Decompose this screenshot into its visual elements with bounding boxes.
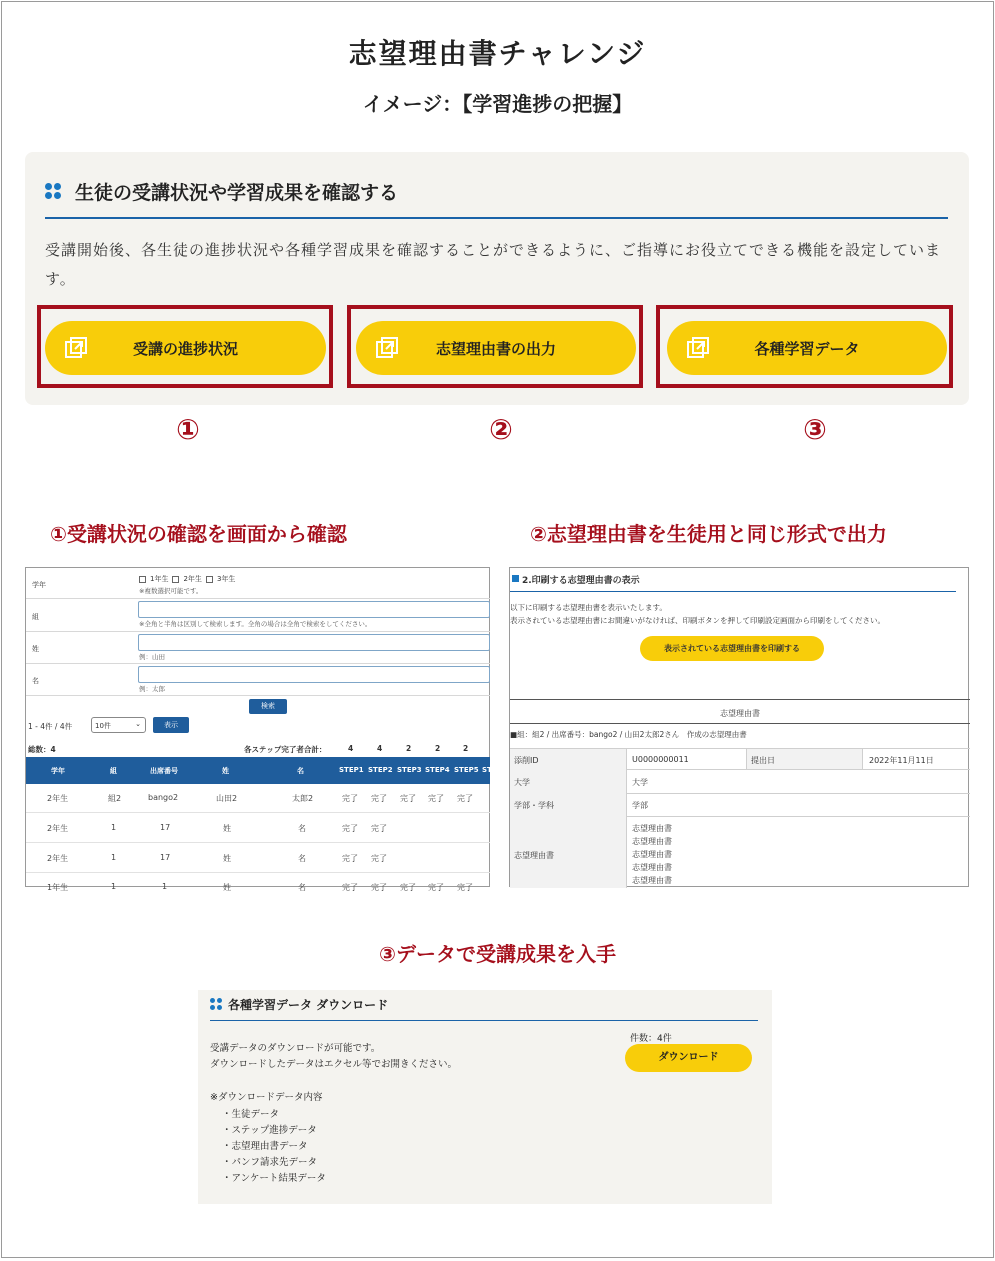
marker-3: ③ bbox=[803, 413, 827, 446]
page-title: 志望理由書チャレンジ bbox=[348, 37, 647, 70]
column-header-surname: 姓 bbox=[222, 767, 229, 775]
section-3-title: ③データで受講成果を入手 bbox=[379, 942, 616, 966]
column-header-step4: STEP4 bbox=[425, 766, 450, 774]
display-button[interactable]: 表示 bbox=[153, 717, 189, 733]
cell: 1 bbox=[111, 823, 117, 832]
doc-meta: ■組：組2 / 出席番号：bango2 / 山田2太郎2さん 作成の志望理由書 bbox=[510, 730, 747, 739]
reason-line: 志望理由書 bbox=[632, 863, 672, 872]
cell: 太郎2 bbox=[292, 794, 314, 803]
row-divider bbox=[26, 812, 490, 813]
print-button[interactable]: 表示されている志望理由書を印刷する bbox=[640, 636, 824, 661]
reason-line: 志望理由書 bbox=[632, 837, 672, 846]
panel-divider bbox=[45, 217, 948, 219]
row-divider bbox=[26, 842, 490, 843]
cell: 山田2 bbox=[216, 794, 238, 803]
marker-2: ② bbox=[489, 413, 513, 446]
cell: 2年生 bbox=[47, 854, 69, 863]
marker-1: ① bbox=[176, 413, 200, 446]
cell: 完了 bbox=[342, 854, 358, 863]
section-2-title: ②志望理由書を生徒用と同じ形式で出力 bbox=[530, 522, 887, 546]
step-total-label: 各ステップ完了者合計： bbox=[244, 745, 327, 754]
contents-item: ・パンフ請求先データ bbox=[222, 1157, 318, 1168]
surname-input[interactable] bbox=[138, 634, 490, 651]
row-divider bbox=[26, 631, 490, 632]
total-count: 総数：4 bbox=[28, 745, 56, 754]
print-desc-2: 表示されている志望理由書にお間違いがなければ、印刷ボタンを押して印刷設定画面から印刷をしてください。 bbox=[510, 616, 885, 625]
heading-divider bbox=[510, 591, 956, 592]
id-label: 添削ID bbox=[514, 756, 539, 765]
dept-label: 学部・学科 bbox=[514, 801, 554, 810]
dots-icon bbox=[45, 183, 61, 199]
progress-status-button[interactable] bbox=[45, 321, 326, 375]
column-header-step5: STEP5 bbox=[454, 766, 479, 774]
column-header-name: 名 bbox=[297, 767, 304, 775]
column-header-step3: STEP3 bbox=[397, 766, 422, 774]
step-total-2: 4 bbox=[377, 744, 383, 753]
cell: 完了 bbox=[371, 824, 387, 833]
square-icon bbox=[512, 575, 519, 582]
external-link-icon bbox=[687, 337, 709, 359]
cell: 完了 bbox=[371, 883, 387, 892]
cell: 完了 bbox=[371, 794, 387, 803]
column-header-class: 組 bbox=[110, 767, 117, 775]
name-input[interactable] bbox=[138, 666, 490, 683]
grade-3-label: 3年生 bbox=[216, 575, 236, 583]
panel-description: 受講開始後、各生徒の進捗状況や各種学習成果を確認することができるように、ご指導にお役立てできる機能を設定しています。 bbox=[45, 241, 942, 288]
download-desc-1: 受講データのダウンロードが可能です。 bbox=[210, 1043, 381, 1054]
cell: bango2 bbox=[148, 793, 179, 802]
cell: 17 bbox=[160, 823, 171, 832]
cell: 姓 bbox=[223, 883, 231, 892]
name-label: 名 bbox=[32, 677, 39, 685]
download-divider bbox=[210, 1020, 758, 1021]
page-subtitle: イメージ：【学習進捗の把握】 bbox=[362, 92, 633, 116]
per-page-value: 10件 bbox=[95, 722, 111, 730]
grade-2-checkbox[interactable] bbox=[172, 576, 179, 583]
step-total-3: 2 bbox=[406, 744, 412, 753]
contents-item: ・志望理由書データ bbox=[222, 1141, 308, 1152]
contents-title: ※ダウンロードデータ内容 bbox=[210, 1092, 323, 1103]
column-header-number: 出席番号 bbox=[150, 767, 178, 775]
cell: 組2 bbox=[108, 794, 122, 803]
cell: 完了 bbox=[428, 794, 444, 803]
per-page-select[interactable] bbox=[91, 717, 146, 733]
univ-value: 大学 bbox=[632, 778, 648, 787]
doc-rule bbox=[510, 699, 970, 700]
row-divider bbox=[26, 872, 490, 873]
univ-label: 大学 bbox=[514, 778, 530, 787]
print-heading: 2.印刷する志望理由書の表示 bbox=[522, 576, 640, 586]
download-desc-2: ダウンロードしたデータはエクセル等でお開きください。 bbox=[210, 1059, 458, 1070]
contents-item: ・アンケート結果データ bbox=[222, 1173, 326, 1184]
range-text: 1 - 4件 / 4件 bbox=[28, 722, 73, 731]
column-header-step6: ST bbox=[482, 766, 492, 774]
dots-icon bbox=[210, 998, 222, 1010]
doc-title: 志望理由書 bbox=[720, 709, 760, 718]
print-desc-1: 以下に印刷する志望理由書を表示いたします。 bbox=[510, 603, 667, 612]
external-link-icon bbox=[65, 337, 87, 359]
class-label: 組 bbox=[32, 613, 39, 621]
id-value: U0000000011 bbox=[632, 755, 689, 764]
search-button[interactable]: 検索 bbox=[249, 699, 287, 714]
step-total-5: 2 bbox=[463, 744, 469, 753]
cell: 1 bbox=[111, 882, 117, 891]
cell: 名 bbox=[298, 883, 306, 892]
contents-item: ・生徒データ bbox=[222, 1109, 280, 1120]
cell: 完了 bbox=[371, 854, 387, 863]
cell: 2年生 bbox=[47, 794, 69, 803]
surname-example: 例：山田 bbox=[139, 653, 165, 661]
step-total-4: 2 bbox=[435, 744, 441, 753]
cell: 1年生 bbox=[47, 883, 69, 892]
cell: 完了 bbox=[428, 883, 444, 892]
class-input[interactable] bbox=[138, 601, 490, 618]
learning-data-button[interactable] bbox=[667, 321, 947, 375]
cell: 完了 bbox=[342, 883, 358, 892]
surname-label: 姓 bbox=[32, 645, 39, 653]
table-line bbox=[626, 748, 627, 888]
download-heading: 各種学習データ ダウンロード bbox=[228, 998, 389, 1012]
reason-line: 志望理由書 bbox=[632, 850, 672, 859]
external-link-icon bbox=[376, 337, 398, 359]
name-example: 例：太郎 bbox=[139, 685, 165, 693]
doc-rule bbox=[510, 723, 970, 724]
cell: 名 bbox=[298, 824, 306, 833]
step-total-1: 4 bbox=[348, 744, 354, 753]
class-note: ※全角と半角は区別して検索します。全角の場合は全角で検索をしてください。 bbox=[139, 620, 372, 628]
progress-screen-capture bbox=[25, 567, 492, 892]
section-1-title: ①受講状況の確認を画面から確認 bbox=[50, 522, 347, 546]
cell: 2年生 bbox=[47, 824, 69, 833]
reason-line: 志望理由書 bbox=[632, 876, 672, 885]
cell: 1 bbox=[111, 853, 117, 862]
cell: 姓 bbox=[223, 854, 231, 863]
grade-1-checkbox[interactable] bbox=[139, 576, 146, 583]
grade-3-checkbox[interactable] bbox=[206, 576, 213, 583]
learning-data-label: 各種学習データ bbox=[754, 339, 860, 358]
column-header-step1: STEP1 bbox=[339, 766, 364, 774]
cell: 1 bbox=[162, 882, 168, 891]
chevron-down-icon: ⌄ bbox=[135, 720, 141, 728]
cell: 完了 bbox=[342, 824, 358, 833]
row-divider bbox=[26, 598, 490, 599]
grade-note: ※複数選択可能です。 bbox=[139, 587, 203, 595]
grade-checkboxes bbox=[139, 574, 235, 584]
cell: 完了 bbox=[457, 883, 473, 892]
essay-output-button[interactable] bbox=[356, 321, 636, 375]
grade-1-label: 1年生 bbox=[150, 575, 169, 583]
date-value: 2022年11月11日 bbox=[869, 756, 934, 765]
cell: 完了 bbox=[400, 883, 416, 892]
cell: 名 bbox=[298, 854, 306, 863]
grade-label: 学年 bbox=[32, 581, 46, 589]
contents-item: ・ステップ進捗データ bbox=[222, 1125, 317, 1136]
essay-output-label: 志望理由書の出力 bbox=[435, 339, 556, 358]
essay-print-screen-capture bbox=[509, 567, 969, 887]
column-header-grade: 学年 bbox=[51, 767, 65, 775]
cell: 17 bbox=[160, 853, 171, 862]
cell: 完了 bbox=[342, 794, 358, 803]
panel-heading: 生徒の受講状況や学習成果を確認する bbox=[75, 182, 399, 204]
grade-2-label: 2年生 bbox=[183, 575, 202, 583]
dept-value: 学部 bbox=[632, 801, 648, 810]
reason-line: 志望理由書 bbox=[632, 824, 672, 833]
row-divider bbox=[26, 663, 490, 664]
cell: 完了 bbox=[400, 794, 416, 803]
cell: 完了 bbox=[457, 794, 473, 803]
date-label: 提出日 bbox=[751, 756, 775, 765]
column-header-step2: STEP2 bbox=[368, 766, 393, 774]
download-count: 件数：4件 bbox=[630, 1034, 672, 1044]
label-column-bg bbox=[510, 749, 626, 888]
row-divider bbox=[26, 695, 490, 696]
download-button[interactable]: ダウンロード bbox=[625, 1044, 752, 1072]
reason-label: 志望理由書 bbox=[514, 851, 554, 860]
table-line bbox=[862, 748, 863, 769]
progress-status-label: 受講の進捗状況 bbox=[132, 339, 238, 358]
cell: 姓 bbox=[223, 824, 231, 833]
